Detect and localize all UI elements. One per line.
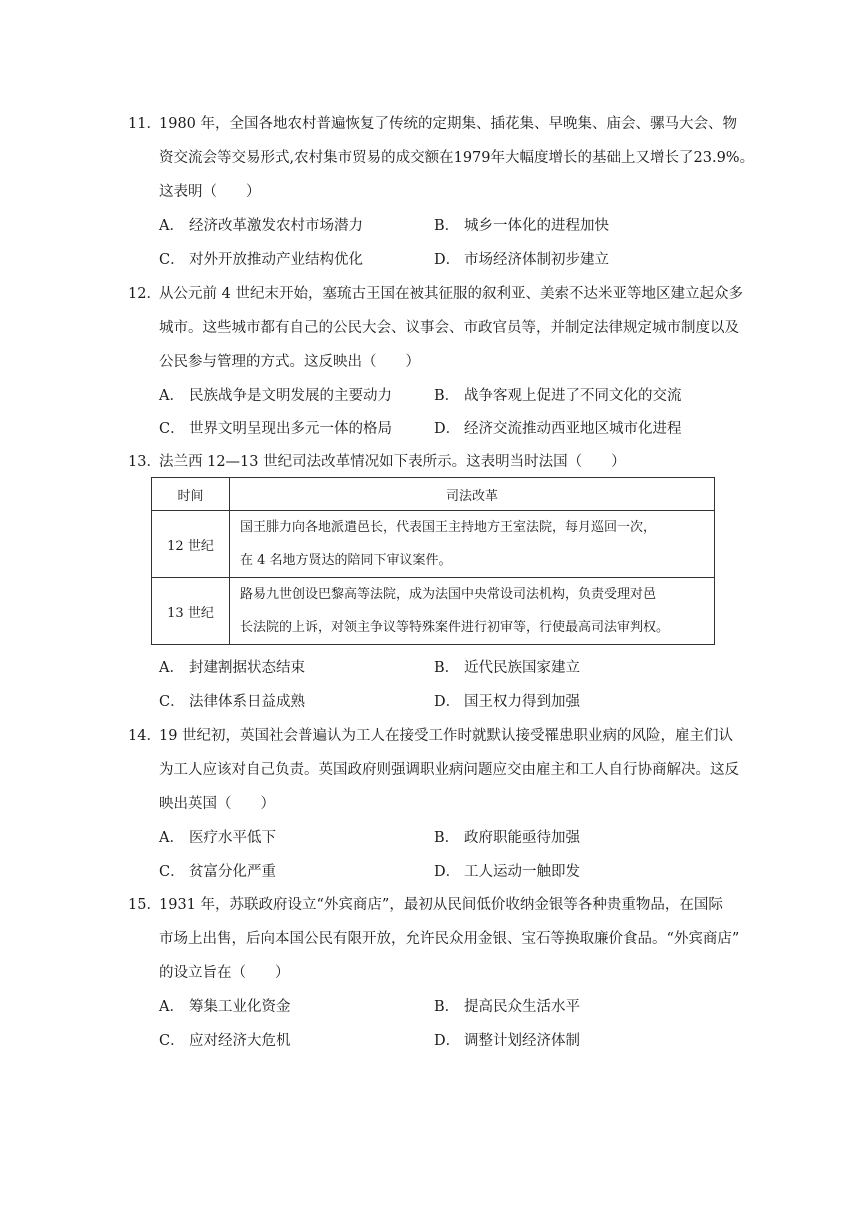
table-row	[152, 511, 715, 578]
table-header-time: 时间	[152, 478, 230, 511]
question-stem-line: 为工人应该对自己负责。英国政府则强调职业病问题应交由雇主和工人自行协商解决。这反	[159, 762, 739, 778]
option-b[interactable]: B． 政府职能亟待加强	[434, 830, 580, 846]
table-cell-reform: 国王腓力向各地派遣邑长，代表国王主持地方王室法院，每月巡回一次， 在 4 名地方贤达的陪同下审议案件。	[230, 511, 715, 578]
question-stem-line: 的设立旨在（ ）	[159, 965, 290, 981]
option-a[interactable]: A． 医疗水平低下	[159, 830, 276, 846]
option-c[interactable]: C． 世界文明呈现出多元一体的格局	[159, 421, 392, 437]
option-a[interactable]: A． 经济改革激发农村市场潜力	[159, 218, 363, 234]
option-d[interactable]: D． 工人运动一触即发	[434, 864, 580, 880]
question-stem-line: 19 世纪初，英国社会普遍认为工人在接受工作时就默认接受罹患职业病的风险，雇主们认	[159, 728, 734, 744]
judicial-reform-table	[151, 477, 715, 645]
option-b[interactable]: B． 近代民族国家建立	[434, 660, 580, 676]
option-c[interactable]: C． 贫富分化严重	[159, 864, 276, 880]
table-cell-time: 12 世纪	[152, 511, 230, 578]
option-b[interactable]: B． 战争客观上促进了不同文化的交流	[434, 388, 682, 404]
option-c[interactable]: C． 应对经济大危机	[159, 1033, 291, 1049]
question-stem-line: 法兰西 12—13 世纪司法改革情况如下表所示。这表明当时法国（ ）	[159, 454, 626, 470]
option-d[interactable]: D． 调整计划经济体制	[434, 1033, 580, 1049]
option-b[interactable]: B． 城乡一体化的进程加快	[434, 218, 609, 234]
option-d[interactable]: D． 国王权力得到加强	[434, 694, 580, 710]
question-number: 15．	[128, 897, 161, 913]
option-b[interactable]: B． 提高民众生活水平	[434, 999, 580, 1015]
question-number: 14．	[128, 728, 161, 744]
option-d[interactable]: D． 市场经济体制初步建立	[434, 252, 609, 268]
table-header-row	[152, 478, 715, 511]
question-stem-line: 公民参与管理的方式。这反映出（ ）	[159, 354, 420, 370]
question-number: 12．	[128, 286, 161, 302]
question-stem-line: 这表明（ ）	[159, 184, 261, 200]
question-stem-line: 资交流会等交易形式,农村集市贸易的成交额在1979年大幅度增长的基础上又增长了23.9%。	[159, 150, 755, 166]
question-number: 13．	[128, 454, 161, 470]
table-row	[152, 578, 715, 645]
table-header-reform: 司法改革	[230, 478, 715, 511]
question-stem-line: 市场上出售，后向本国公民有限开放，允许民众用金银、宝石等换取廉价食品。“外宾商店”	[159, 931, 740, 947]
option-a[interactable]: A． 封建割据状态结束	[159, 660, 305, 676]
question-stem-line: 城市。这些城市都有自己的公民大会、议事会、市政官员等，并制定法律规定城市制度以及	[159, 320, 739, 336]
question-number: 11．	[128, 116, 161, 132]
option-a[interactable]: A． 民族战争是文明发展的主要动力	[159, 388, 392, 404]
option-d[interactable]: D． 经济交流推动西亚地区城市化进程	[434, 421, 682, 437]
option-c[interactable]: C． 对外开放推动产业结构优化	[159, 252, 363, 268]
option-c[interactable]: C． 法律体系日益成熟	[159, 694, 305, 710]
question-stem-line: 1931 年，苏联政府设立“外宾商店”，最初从民间低价收纳金银等各种贵重物品，在国际	[159, 897, 723, 913]
table-cell-reform: 路易九世创设巴黎高等法院，成为法国中央常设司法机构，负责受理对邑 长法院的上诉，对领主争议等特殊案件进行初审等，行使最高司法审判权。	[230, 578, 715, 645]
question-stem-line: 从公元前 4 世纪末开始，塞琉古王国在被其征服的叙利亚、美索不达米亚等地区建立起众多	[159, 286, 743, 302]
table-cell-time: 13 世纪	[152, 578, 230, 645]
option-a[interactable]: A． 筹集工业化资金	[159, 999, 291, 1015]
question-stem-line: 1980 年，全国各地农村普遍恢复了传统的定期集、插花集、早晚集、庙会、骡马大会、物	[159, 116, 738, 132]
question-stem-line: 映出英国（ ）	[159, 796, 275, 812]
